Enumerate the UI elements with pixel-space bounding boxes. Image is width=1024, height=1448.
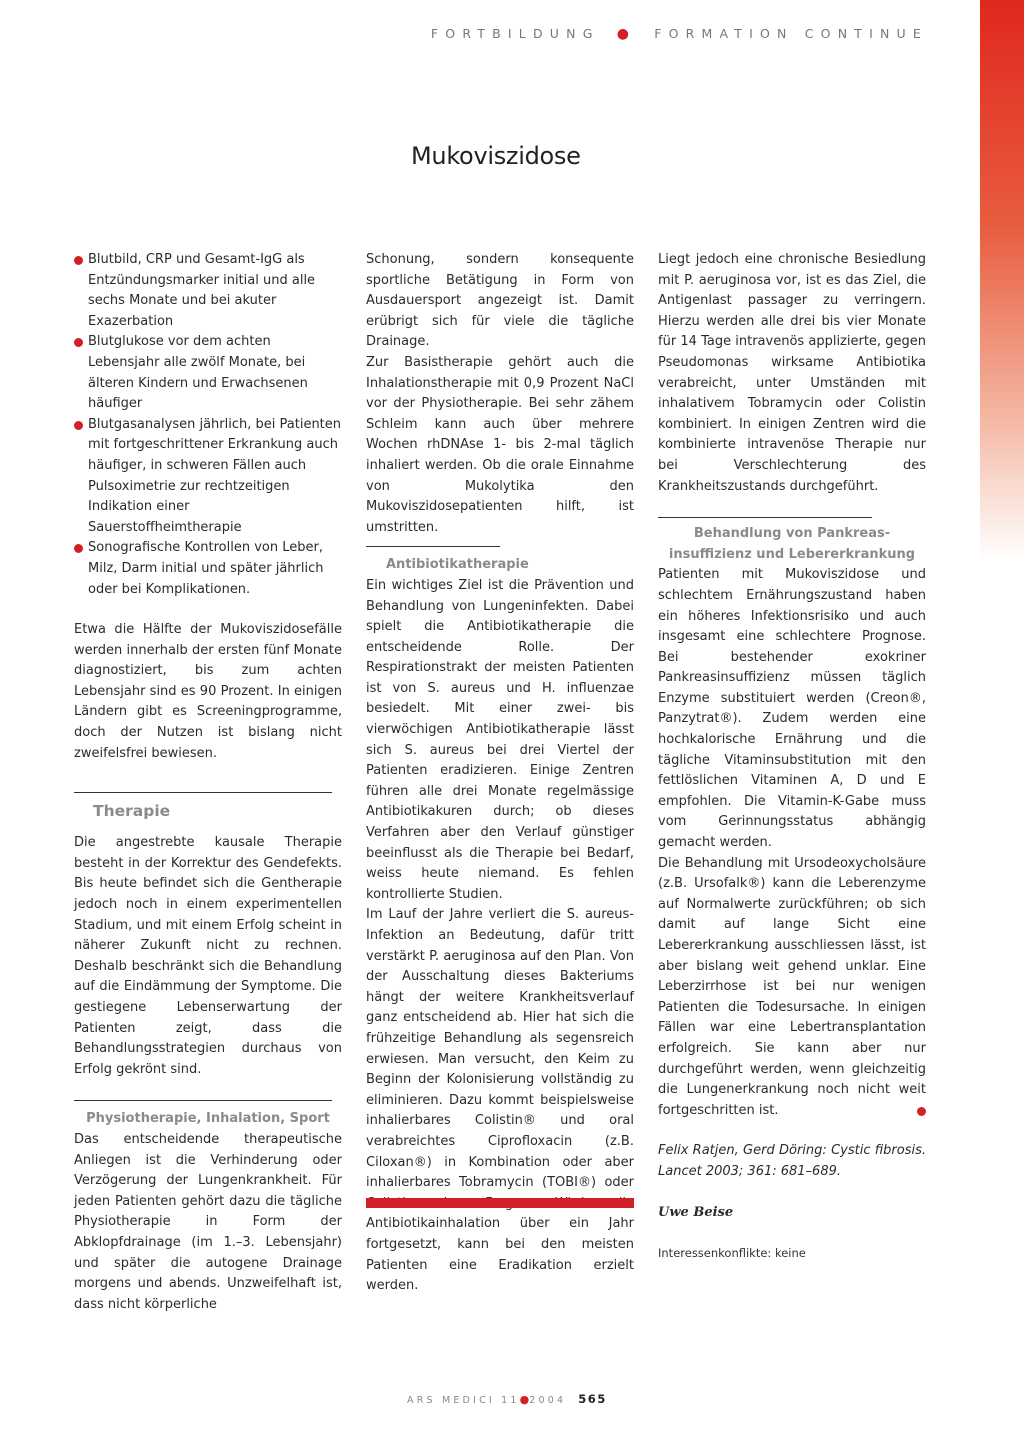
page-number: 565 bbox=[578, 1392, 607, 1406]
bullet-icon bbox=[74, 256, 83, 265]
paragraph: Patienten mit Mukoviszidose und schlechtem Ernährungszustand haben ein höheres Infektionsrisiko und auch insgesamt eine schlechtere Prognose. Bei bestehender exokriner Pankreasinsuffizienz müssen täglich Enzyme substituiert werden (Creon®, Panzytrat®). Zudem werden eine hochkalorische Ernährung und die tägliche Vitaminsubstitution mit den fettlöslichen Vitaminen A, D und E empfohlen. Die Vitamin-K-Gabe muss vom Gerinnungsstatus abhängig gemacht werden. bbox=[658, 567, 926, 851]
end-mark-icon bbox=[917, 1107, 926, 1116]
author-name: Uwe Beise bbox=[658, 1204, 734, 1220]
header-dot: ● bbox=[616, 26, 629, 42]
paragraph-text: Die Behandlung mit Ursodeoxycholsäure (z.B. Ursofalk®) kann die Leberenzyme auf Normalwerte zurückführen; ob sich damit auf lange Sicht eine Lebererkrankung ausschliessen lässt, ist aber bislang weit gehend unklar. Eine Leberzirrhose ist bei nur wenigen Patienten die Todesursache. In einigen Fällen war eine Lebertransplantation erfolgreich. Sie kann aber nur durchgeführt werden, wenn gleichzeitig die Lungenerkrankung noch nicht weit fortgeschritten ist. bbox=[658, 855, 926, 1118]
column-1 bbox=[74, 250, 342, 1315]
paragraph: Das entscheidende therapeutische Anliegen ist die Verhinderung oder Verzögerung der Lungenkrankheit. Für jeden Patienten gehört dazu die tägliche Physiotherapie in Form der Abklopfdrainage (im 1.–3. Lebensjahr) und später die autogene Drainage morgens und abends. Unzweifelhaft ist, dass nicht körperliche bbox=[74, 1131, 342, 1312]
article-title: Mukoviszidose bbox=[411, 142, 581, 170]
header-left: FORTBILDUNG bbox=[430, 26, 600, 41]
list-item bbox=[74, 332, 342, 414]
bullet-icon bbox=[74, 338, 83, 347]
page-footer bbox=[407, 1392, 607, 1406]
side-color-strip bbox=[980, 0, 1024, 560]
paragraph: Schonung, sondern konsequente sportliche Betätigung in Form von Ausdauersport angezeigt ist. Damit erübrigt sich für viele die tägliche Drainage. bbox=[366, 252, 634, 350]
section-heading-antibiotika: Antibiotikatherapie bbox=[386, 557, 529, 573]
paragraph: Zur Basistherapie gehört auch die Inhalationstherapie mit 0,9 Prozent NaCl vor der Physiotherapie. Bei sehr zähem Schleim kann auch über mehrere Wochen rhDNAse 1- bis 2-mal täglich inhaliert werden. Ob die orale Einnahme von Mukolytika den Mukoviszidosepatienten hilft, ist umstritten. bbox=[366, 354, 634, 535]
section-heading-physiotherapie: Physiotherapie, Inhalation, Sport bbox=[86, 1111, 330, 1127]
reference: Felix Ratjen, Gerd Döring: Cystic fibrosis. Lancet 2003; 361: 681–689. bbox=[658, 1143, 926, 1179]
monitoring-list bbox=[74, 250, 342, 600]
list-item-text: Blutbild, CRP und Gesamt-IgG als Entzündungsmarker initial und alle sechs Monate und bei akuter Exazerbation bbox=[88, 252, 316, 329]
conflict-of-interest: Interessenkonflikte: keine bbox=[658, 1246, 806, 1261]
header-right: FORMATION CONTINUE bbox=[654, 26, 928, 41]
column-end-bar bbox=[366, 1198, 634, 1208]
paragraph-with-end-mark bbox=[658, 854, 926, 1122]
paragraph: Ein wichtiges Ziel ist die Prävention und Behandlung von Lungeninfekten. Dabei spielt die Antibiotikatherapie die entscheidende Rolle. Der Respirationstrakt der meisten Patienten ist von S. aureus und H. influenzae besiedelt. Mit einer zwei- bis vierwöchigen Antibiotikatherapie lässt sich S. aureus bei drei Viertel der Patienten eradizieren. Einige Zentren führen alle drei Monate regelmässige Antibiotikakuren durch; ob dieses Verfahren aber den Verlauf günstiger beeinflusst als die Therapie bei Bedarf, weiss heute niemand. Es fehlen kontrollierte Studien. bbox=[366, 577, 634, 902]
heading-line-1: Behandlung von Pankreas- bbox=[693, 526, 891, 542]
bullet-icon bbox=[74, 421, 83, 430]
list-item bbox=[74, 250, 342, 332]
list-item-text: Blutglukose vor dem achten Lebensjahr alle zwölf Monate, bei älteren Kindern und Erwachsenen häufiger bbox=[88, 334, 308, 412]
footer-journal: ARS MEDICI 11 bbox=[407, 1395, 520, 1406]
paragraph: Liegt jedoch eine chronische Besiedlung mit P. aeruginosa vor, ist es das Ziel, die Antigenlast passager zu verringern. Hierzu werden alle drei bis vier Monate für 14 Tage intravenös applizierte, gegen Pseudomonas wirksame Antibiotika verabreicht, unter Umständen mit inhalativem Tobramycin oder Colistin kombiniert. In einigen Zentren wird die kombinierte intravenöse Therapie nur bei Verschlechterung des Krankheitszustands durchgeführt. bbox=[658, 252, 926, 494]
list-item bbox=[74, 538, 342, 600]
column-3 bbox=[658, 250, 926, 1264]
heading-line-2: insuffizienz und Lebererkrankung bbox=[668, 546, 916, 562]
paragraph: Etwa die Hälfte der Mukoviszidosefälle werden innerhalb der ersten fünf Monate diagnostiziert, bis zum achten Lebensjahr sind es 90 Prozent. In einigen Ländern gibt es Screeningprogramme, doch der Nutzen ist bislang nicht zweifelsfrei bewiesen. bbox=[74, 622, 342, 761]
section-heading-therapie: Therapie bbox=[93, 802, 171, 821]
list-item bbox=[74, 415, 342, 539]
footer-dot: ● bbox=[519, 1393, 530, 1406]
section-heading-pankreas bbox=[658, 524, 926, 565]
column-2 bbox=[366, 250, 634, 1297]
list-item-text: Sonografische Kontrollen von Leber, Milz, Darm initial und später jährlich oder bei Komplikationen. bbox=[88, 540, 324, 597]
paragraph: Im Lauf der Jahre verliert die S. aureus-Infektion an Bedeutung, dafür tritt verstärkt P. aeruginosa auf den Plan. Von der Ausschaltung dieses Bakteriums hängt der weitere Krankheitsverlauf ganz entscheidend ab. Hier hat sich die frühzeitige Behandlung als segensreich erwiesen. Man versucht, den Keim zu Beginn der Kolonisierung vollständig zu eliminieren. Dazu kommt beispielsweise inhalierbares Colistin® und oral verabreichtes Ciprofloxacin (z.B. Ciloxan®) in Kombination oder aber inhalierbares Tobramycin (TOBI®) oder Antibiotikainhalation über ein Jahr fortgesetzt, kann bei den meisten Patienten eine Eradikation erzielt werden. bbox=[366, 907, 634, 1294]
paragraph: Die angestrebte kausale Therapie besteht in der Korrektur des Gendefekts. Bis heute befindet sich die Gentherapie jedoch noch in einem experimentellen Stadium, und mit einem Erfolg scheint in näherer Zukunft nicht zu rechnen. Deshalb beschränkt sich die Behandlung auf die Eindämmung der Symptome. Die gestiegene Lebenserwartung der Patienten zeigt, dass die Behandlungsstrategien durchaus von Erfolg gekrönt sind. bbox=[74, 835, 342, 1077]
bullet-icon bbox=[74, 544, 83, 553]
list-item-text: Blutgasanalysen jährlich, bei Patienten mit fortgeschrittener Erkrankung auch häufiger, in schweren Fällen auch Pulsoximetrie zur rechtzeitigen Indikation einer Sauerstoffheimtherapie bbox=[88, 416, 342, 535]
footer-year: 2004 bbox=[529, 1395, 567, 1406]
running-header bbox=[431, 26, 928, 42]
